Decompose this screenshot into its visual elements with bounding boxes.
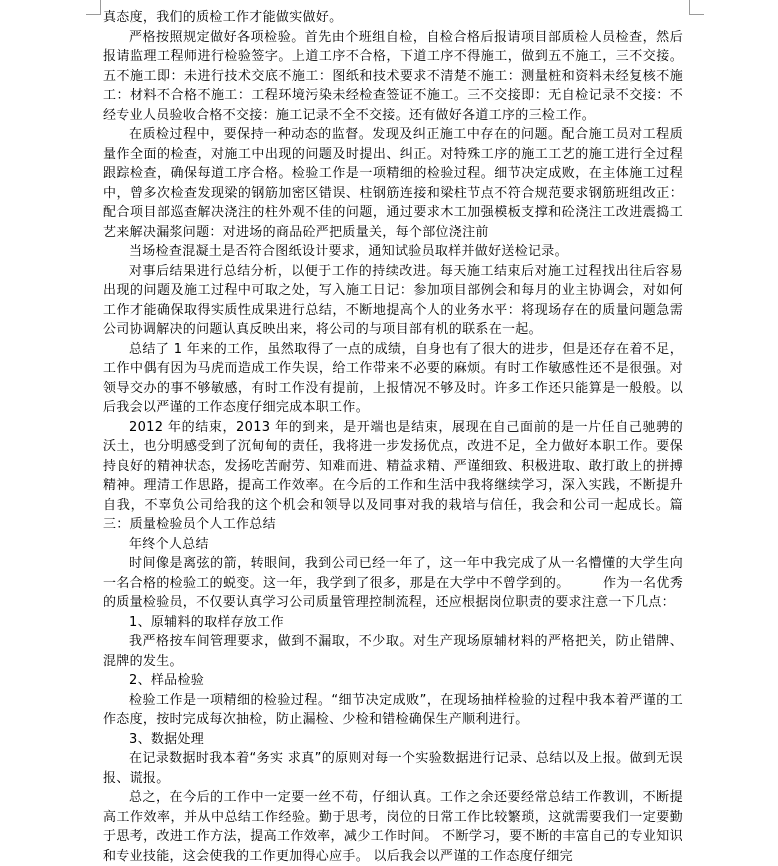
paragraph: 总之，在今后的工作中一定要一丝不苟，仔细认真。工作之余还要经常总结工作教训，不断提高工作效率，并从中总结工作经验。勤于思考，岗位的日常工作比较繁琐，这就需要我们一定要勤于思考，改进工作方法，提高工作效率，减少工作时间。 不断学习，要不断的丰富自己的专业知识和专业技能，这会使我的工作更加得心应手。 以后我会以严谨的工作态度仔细完: [103, 790, 683, 864]
paragraph: 2012 年的结束，2013 年的到来，是开端也是结束，展现在自己面前的是一片任自己驰骋的沃土，也分明感受到了沉甸甸的责任，我将进一步发扬优点，改进不足，全力做好本职工作。要保持良好的精神状态，发扬吃苦耐劳、知难而进、精益求精、严谨细致、积极进取、敢打敢上的拼搏精神。理清工作思路，提高工作效率。在今后的工作和生活中我将继续学习，深入实践，不断提升自我，不辜负公司给我的这个机会和领导以及同事对我的栽培与信任，我会和公司一起成长。篇三：质量检验员个人工作总结: [103, 419, 683, 532]
page-corner-mark-right: [689, 0, 704, 15]
list-heading: 2、样品检验: [129, 673, 205, 688]
paragraph: 我严格按车间管理要求，做到不漏取，不少取。对生产现场原辅材料的严格把关，防止错牌、混牌的发生。: [103, 634, 683, 669]
paragraph: 时间像是离弦的箭，转眼间，我到公司已经一年了，这一年中我完成了从一名懵懂的大学生向一名合格的检验工的蜕变。这一年，我学到了很多，那是在大学中不曾学到的。 作为一名优秀的质量检验员，不仅要认真学习公司质量管理控制流程，还应根据岗位职责的要求注意一下几点：: [103, 556, 683, 610]
page-corner-mark-left: [86, 0, 101, 15]
paragraph: 在质检过程中，要保持一种动态的监督。发现及纠正施工中存在的问题。配合施工员对工程质量作全面的检查，对施工中出现的问题及时提出、纠正。对特殊工序的施工工艺的施工进行全过程跟踪检查，确保每道工序合格。检验工作是一项精细的检验过程。细节决定成败，在主体施工过程中，曾多次检查发现梁的钢筋加密区错误、柱钢筋连接和梁柱节点不符合规范要求钢筋班组改正：配合项目部巡查解决浇注的柱外观不佳的问题，通过要求木工加强模板支撑和砼浇注工改进震捣工艺来解决漏浆问题：对进场的商品砼严把质量关，每个部位浇注前: [103, 127, 683, 240]
paragraph: 总结了 1 年来的工作，虽然取得了一点的成绩，自身也有了很大的进步，但是还存在着不足，工作中偶有因为马虎而造成工作失误，给工作带来不必要的麻烦。有时工作敏感性还不是很强。对领导交办的事不够敏感，有时工作没有提前，上报情况不够及时。许多工作还只能算是一般般。以后我会以严谨的工作态度仔细完成本职工作。: [103, 341, 683, 415]
document-body: [103, 8, 683, 866]
list-heading: 1、原辅料的取样存放工作: [129, 614, 284, 630]
paragraph: 在记录数据时我本着“务实 求真”的原则对每一个实验数据进行记录、总结以及上报。做到无误报、谎报。: [103, 751, 683, 786]
paragraph: 真态度，我们的质检工作才能做实做好。: [103, 10, 343, 25]
paragraph: 严格按照规定做好各项检验。首先由个班组自检，自检合格后报请项目部质检人员检查，然后报请监理工程师进行检验签字。上道工序不合格，下道工序不得施工，做到五不施工，三不交接。五不施工即：未进行技术交底不施工：图纸和技术要求不清楚不施工：测量桩和资料未经复核不施工：材料不合格不施工：工程环境污染未经检查签证不施工。三不交接即：无自检记录不交接：不经专业人员验收合格不交接：施工记录不全不交接。还有做好各道工序的三检工作。: [103, 29, 683, 123]
list-heading: 3、数据处理: [129, 731, 205, 747]
paragraph: 当场检查混凝土是否符合图纸设计要求，通知试验员取样并做好送检记录。: [129, 244, 568, 259]
paragraph: 检验工作是一项精细的检验过程。“细节决定成败”，在现场抽样检验的过程中我本着严谨的工作态度，按时完成每次抽检，防止漏检、少检和错检确保生产顺利进行。: [103, 692, 683, 727]
paragraph: 对事后结果进行总结分析，以便于工作的持续改进。每天施工结束后对施工过程找出往后容易出现的问题及施工过程中可取之处，写入施工日记：参加项目部例会和每月的业主协调会，对如何工作才能确保取得实质性成果进行总结，不断地提高个人的业务水平：将现场存在的质量问题急需公司协调解决的问题认真反映出来，将公司的与项目部有机的联系在一起。: [103, 263, 683, 337]
section-heading: 年终个人总结: [129, 536, 209, 552]
